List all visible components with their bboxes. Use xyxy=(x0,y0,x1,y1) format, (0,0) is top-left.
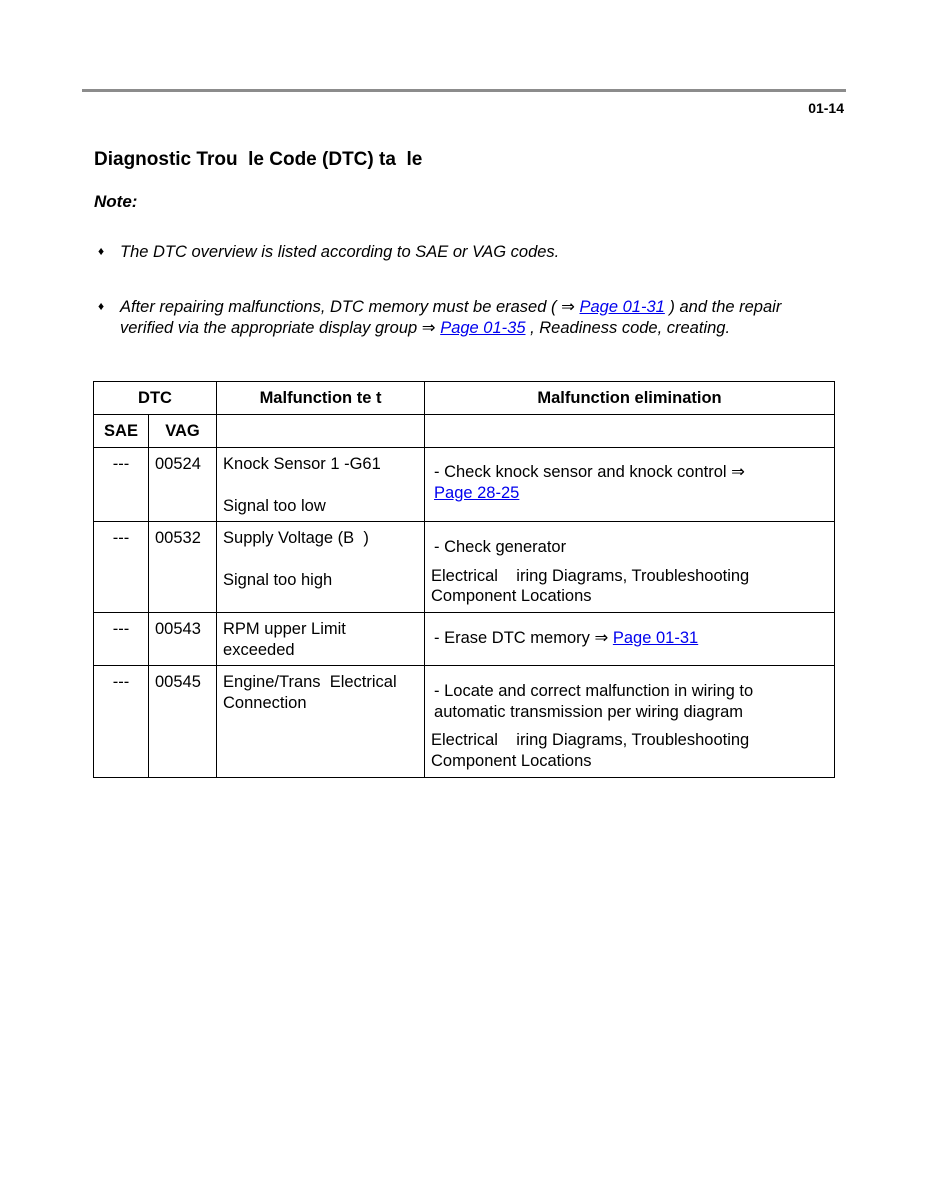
malfunction-text-cell: RPM upper Limit exceeded xyxy=(223,620,346,659)
header-sae: SAE xyxy=(94,415,149,448)
header-dtc: DTC xyxy=(94,382,217,415)
diamond-bullet-icon: ♦ xyxy=(98,244,105,258)
arrow-icon: ⇒ xyxy=(421,318,436,337)
malfunction-line: Signal too high xyxy=(223,570,333,589)
elimination-cell xyxy=(425,666,834,771)
arrow-icon: ⇒ xyxy=(594,629,609,647)
sae-cell: --- xyxy=(112,529,130,547)
malfunction-text-cell: Engine/Trans Electrical Connection xyxy=(223,673,402,712)
elimination-cell: - Check knock sensor and knock control ⇒ Page 28-25 xyxy=(434,463,745,502)
dtc-table xyxy=(93,381,835,778)
link-page-01-31[interactable]: Page 01-31 xyxy=(612,629,699,647)
table-row xyxy=(94,613,835,666)
table-row xyxy=(94,448,835,522)
header-empty xyxy=(217,415,425,448)
page-number: 01-14 xyxy=(808,100,844,116)
link-page-01-35[interactable]: Page 01-35 xyxy=(440,318,526,337)
elimination-line: Electrical iring Diagrams, Troubleshooting Component Locations xyxy=(431,731,754,770)
malfunction-line: Knock Sensor 1 -G61 xyxy=(223,455,381,473)
bullet-text-2: After repairing malfunctions, DTC memory must be erased ( ⇒ Page 01-31 ) and the repair verified via the appropriate display group ⇒ Page 01-35 , Readiness code, creating. xyxy=(120,298,782,337)
vag-cell: 00543 xyxy=(155,620,201,638)
elimination-line: - Locate and correct malfunction in wiring to automatic transmission per wiring diagram xyxy=(434,682,754,721)
elimination-line: - Check generator xyxy=(434,538,567,556)
table-row xyxy=(94,522,835,613)
elimination-cell xyxy=(425,522,834,607)
sae-cell: --- xyxy=(112,620,130,638)
vag-cell: 00524 xyxy=(155,455,201,473)
sae-cell: --- xyxy=(112,673,130,691)
header-empty xyxy=(425,415,835,448)
link-page-28-25[interactable]: Page 28-25 xyxy=(434,483,520,502)
link-page-01-31[interactable]: Page 01-31 xyxy=(579,298,665,316)
elimination-cell: - Erase DTC memory ⇒ Page 01-31 xyxy=(434,629,699,647)
note-label: Note: xyxy=(94,192,138,211)
vag-cell: 00532 xyxy=(155,529,201,547)
arrow-icon: ⇒ xyxy=(731,463,745,481)
sae-cell: --- xyxy=(112,455,130,473)
header-rule xyxy=(82,89,846,92)
header-vag: VAG xyxy=(149,415,217,448)
header-malfunction-elimination: Malfunction elimination xyxy=(425,382,835,415)
diamond-bullet-icon: ♦ xyxy=(98,299,105,313)
malfunction-line: Signal too low xyxy=(223,496,326,515)
vag-cell: 00545 xyxy=(155,673,201,691)
malfunction-text-cell xyxy=(217,448,424,516)
arrow-icon: ⇒ xyxy=(561,298,575,316)
bullet-text-1: The DTC overview is listed according to SAE or VAG codes. xyxy=(120,243,560,261)
page-title: Diagnostic Trou le Code (DTC) ta le xyxy=(94,149,423,170)
table-row xyxy=(94,666,835,778)
header-malfunction-text: Malfunction te t xyxy=(217,382,425,415)
malfunction-text-cell xyxy=(217,522,424,590)
elimination-line: Electrical iring Diagrams, Troubleshooting Component Locations xyxy=(431,566,754,605)
malfunction-line: Supply Voltage (B ) xyxy=(223,529,369,547)
